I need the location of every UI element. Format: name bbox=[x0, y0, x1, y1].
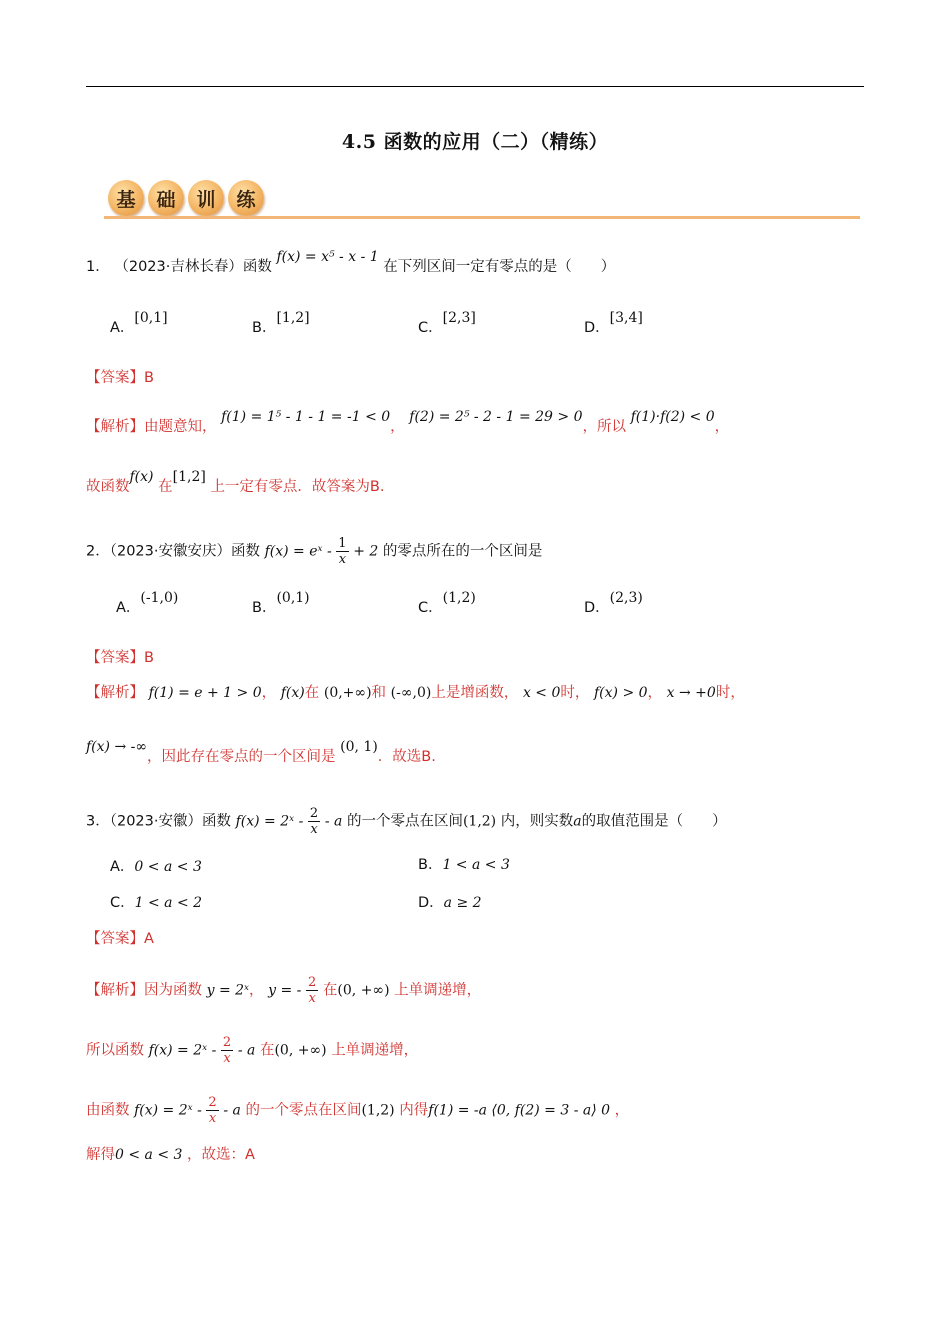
header-rule bbox=[86, 86, 864, 87]
analysis-2-line2: f(x) → -∞，因此存在零点的一个区间是 (0, 1)．故选B. bbox=[86, 739, 436, 765]
section-char: 训 bbox=[188, 180, 224, 216]
question-formula: f(x) = x⁵ - x - 1 bbox=[276, 249, 379, 265]
analysis-3-line3: 由函数 f(x) = 2ˣ - $\frac{2}{x}$ - a 的一个零点在区间(1,2) 内得f(1) = -a ⟨0, f(2) = 3 - a⟩ 0 ， bbox=[86, 1095, 630, 1126]
option-d: D．(2,3) bbox=[584, 590, 643, 616]
option-a: A．0 < a < 3 bbox=[110, 859, 202, 875]
option-d: D．a ≥ 2 bbox=[418, 895, 482, 911]
analysis-1-line1: 【解析】由题意知， f(1) = 1⁵ - 1 - 1 = -1 < 0， f(2) = 2⁵ - 2 - 1 = 29 > 0，所以 f(1)·f(2) < 0， bbox=[86, 409, 730, 435]
question-text: 在下列区间一定有零点的是（ ） bbox=[383, 259, 616, 275]
question-1 bbox=[86, 249, 616, 276]
option-c: C．[2,3] bbox=[418, 310, 476, 336]
question-number: 1． bbox=[86, 259, 110, 275]
option-a: A．(-1,0) bbox=[116, 590, 179, 616]
fraction: $\frac{2}{x}$ bbox=[309, 806, 319, 837]
section-underline bbox=[104, 216, 860, 219]
analysis-3-line4: 解得0 < a < 3 ，故选：A bbox=[86, 1147, 255, 1163]
section-char: 练 bbox=[228, 180, 264, 216]
question-source: （2023·吉林长春）函数 bbox=[114, 259, 272, 275]
analysis-3-line2: 所以函数 f(x) = 2ˣ - $\frac{2}{x}$ - a 在(0, +∞) 上单调递增， bbox=[86, 1035, 419, 1066]
question-2: 2．（2023·安徽安庆）函数 f(x) = eˣ - $\frac{1}{x}$ + 2 的零点所在的一个区间是 bbox=[86, 536, 543, 567]
option-c: C．1 < a < 2 bbox=[110, 895, 203, 911]
option-c: C．(1,2) bbox=[418, 590, 476, 616]
option-b: B．(0,1) bbox=[252, 590, 310, 616]
question-3: 3．（2023·安徽）函数 f(x) = 2ˣ - $\frac{2}{x}$ - a 的一个零点在区间(1,2) 内，则实数a的取值范围是（ ） bbox=[86, 806, 727, 837]
section-char: 础 bbox=[148, 180, 184, 216]
option-d: D．[3,4] bbox=[584, 310, 643, 336]
answer-1: 【答案】B bbox=[86, 370, 154, 386]
answer-2: 【答案】B bbox=[86, 650, 154, 666]
fraction: $\frac{1}{x}$ bbox=[338, 536, 347, 567]
option-a: A．[0,1] bbox=[110, 310, 168, 336]
option-b: B．[1,2] bbox=[252, 310, 310, 336]
analysis-3-line1: 【解析】因为函数 y = 2ˣ， y = - $\frac{2}{x}$ 在(0, +∞) 上单调递增， bbox=[86, 975, 482, 1006]
page-title: 4.5 函数的应用（二）（精练） bbox=[341, 131, 609, 153]
analysis-2-line1: 【解析】 f(1) = e + 1 > 0， f(x)在 (0,+∞)和 (-∞,0)上是增函数， x < 0时， f(x) > 0， x → +0时， bbox=[86, 685, 745, 701]
option-b: B．1 < a < 3 bbox=[418, 857, 510, 873]
answer-3: 【答案】A bbox=[86, 931, 154, 947]
analysis-1-line2: 故函数f(x) 在[1,2] 上一定有零点．故答案为B. bbox=[86, 469, 385, 495]
section-char: 基 bbox=[108, 180, 144, 216]
